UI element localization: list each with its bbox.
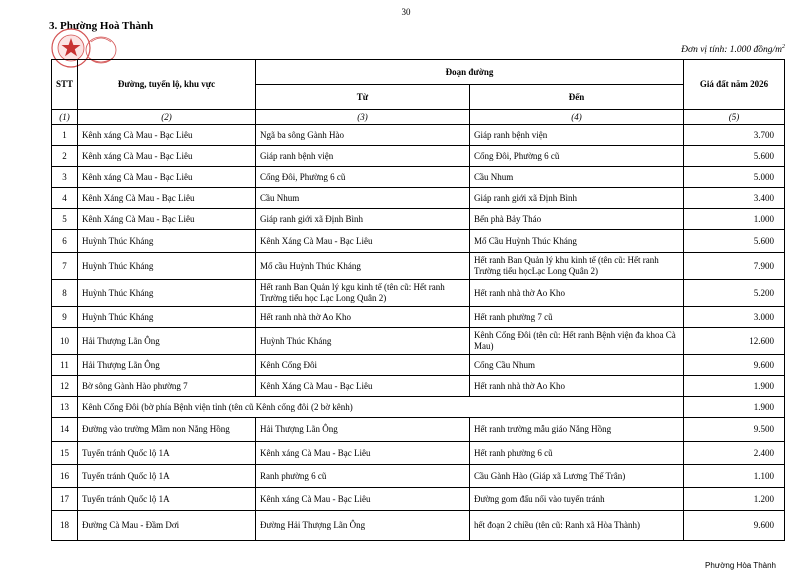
row-from-cell: Cống Đôi, Phường 6 cũ (256, 167, 470, 188)
row-from-cell: Giáp ranh bệnh viện (256, 146, 470, 167)
row-price-cell: 5.000 (684, 167, 785, 188)
row-price-cell: 3.000 (684, 307, 785, 328)
row-from-cell: Đường Hải Thượng Lãn Ông (256, 511, 470, 541)
section-title: 3. Phường Hoà Thành (49, 20, 154, 32)
row-from-cell: Kênh xáng Cà Mau - Bạc Liêu (256, 442, 470, 465)
row-to-cell: Hết ranh nhà thờ Ao Kho (470, 376, 684, 397)
header-to: Đến (470, 85, 684, 110)
row-price-cell: 5.600 (684, 146, 785, 167)
table-row (52, 253, 785, 280)
row-road-cell: Hải Thượng Lãn Ông (78, 355, 256, 376)
row-stt-cell: 16 (52, 465, 78, 488)
row-to-cell: Cống Đôi, Phường 6 cũ (470, 146, 684, 167)
row-stt-cell: 2 (52, 146, 78, 167)
row-from-cell: Kênh Xáng Cà Mau - Bạc Liêu (256, 376, 470, 397)
row-stt-cell: 17 (52, 488, 78, 511)
row-price-cell: 9.600 (684, 355, 785, 376)
row-from-cell: Giáp ranh giới xã Định Bình (256, 209, 470, 230)
footer-ward-name: Phường Hòa Thành (705, 561, 776, 570)
column-number: (4) (470, 110, 684, 125)
row-road-cell: Bờ sông Gành Hào phường 7 (78, 376, 256, 397)
row-to-cell: Kênh Cống Đôi (tên cũ: Hết ranh Bệnh viện đa khoa Cà Mau) (470, 328, 684, 355)
row-to-cell: Hết ranh phường 7 cũ (470, 307, 684, 328)
row-road-cell: Kênh Cống Đôi (bờ phía Bệnh viện tỉnh (tên cũ Kênh cống đôi (2 bờ kênh) (78, 397, 684, 418)
land-price-table (51, 59, 785, 541)
row-road-cell: Huỳnh Thúc Kháng (78, 230, 256, 253)
row-price-cell: 9.500 (684, 418, 785, 442)
table-row (52, 167, 785, 188)
column-number: (3) (256, 110, 470, 125)
row-stt-cell: 9 (52, 307, 78, 328)
row-price-cell: 3.700 (684, 125, 785, 146)
row-price-cell: 2.400 (684, 442, 785, 465)
row-price-cell: 3.400 (684, 188, 785, 209)
table-row (52, 280, 785, 307)
row-price-cell: 1.900 (684, 376, 785, 397)
row-stt-cell: 10 (52, 328, 78, 355)
column-number: (5) (684, 110, 785, 125)
row-from-cell: Kênh Xáng Cà Mau - Bạc Liêu (256, 230, 470, 253)
row-stt-cell: 11 (52, 355, 78, 376)
header-road: Đường, tuyến lộ, khu vực (78, 60, 256, 110)
row-price-cell: 1.900 (684, 397, 785, 418)
row-road-cell: Huỳnh Thúc Kháng (78, 307, 256, 328)
row-road-cell: Kênh xáng Cà Mau - Bạc Liêu (78, 125, 256, 146)
table-row (52, 418, 785, 442)
row-road-cell: Kênh Xáng Cà Mau - Bạc Liêu (78, 209, 256, 230)
row-stt-cell: 3 (52, 167, 78, 188)
table-row (52, 307, 785, 328)
row-price-cell: 1.200 (684, 488, 785, 511)
row-road-cell: Đường vào trường Mầm non Nắng Hồng (78, 418, 256, 442)
unit-note: Đơn vị tính: 1.000 đồng/$m^2$ (681, 44, 785, 56)
header-segment: Đoạn đường (256, 60, 684, 85)
row-stt-cell: 4 (52, 188, 78, 209)
row-road-cell: Kênh xáng Cà Mau - Bạc Liêu (78, 146, 256, 167)
row-road-cell: Kênh Xáng Cà Mau - Bạc Liêu (78, 188, 256, 209)
row-from-cell: Kênh Cống Đôi (256, 355, 470, 376)
row-stt-cell: 8 (52, 280, 78, 307)
row-from-cell: Ranh phường 6 cũ (256, 465, 470, 488)
row-stt-cell: 7 (52, 253, 78, 280)
row-to-cell: Cầu Nhum (470, 167, 684, 188)
row-to-cell: Hết ranh nhà thờ Ao Kho (470, 280, 684, 307)
row-to-cell: Hết ranh trường mẫu giáo Nắng Hồng (470, 418, 684, 442)
row-road-cell: Hải Thượng Lãn Ông (78, 328, 256, 355)
column-number: (2) (78, 110, 256, 125)
row-to-cell: Giáp ranh bệnh viện (470, 125, 684, 146)
row-to-cell: Hết ranh Ban Quản lý khu kinh tế (tên cũ: Hết ranh Trường tiểu họcLạc Long Quân 2) (470, 253, 684, 280)
row-price-cell: 12.600 (684, 328, 785, 355)
row-road-cell: Huỳnh Thúc Kháng (78, 280, 256, 307)
row-stt-cell: 1 (52, 125, 78, 146)
row-stt-cell: 6 (52, 230, 78, 253)
header-price: Giá đất năm 2026 (684, 60, 785, 110)
table-row (52, 397, 785, 418)
row-from-cell: Hải Thượng Lãn Ông (256, 418, 470, 442)
row-from-cell: Kênh xáng Cà Mau - Bạc Liêu (256, 488, 470, 511)
table-row (52, 230, 785, 253)
row-stt-cell: 14 (52, 418, 78, 442)
row-road-cell: Huỳnh Thúc Kháng (78, 253, 256, 280)
row-to-cell: Đường gom đấu nối vào tuyến tránh (470, 488, 684, 511)
row-from-cell: Hết ranh Ban Quản lý kgu kinh tế (tên cũ: Hết ranh Trường tiểu học Lạc Long Quân 2) (256, 280, 470, 307)
page-number: 30 (401, 7, 411, 17)
table-row (52, 355, 785, 376)
row-from-cell: Mố cầu Huỳnh Thúc Kháng (256, 253, 470, 280)
row-price-cell: 7.900 (684, 253, 785, 280)
table-row (52, 442, 785, 465)
row-to-cell: Cống Cầu Nhum (470, 355, 684, 376)
table-body (52, 125, 785, 541)
row-to-cell: Mố Cầu Huỳnh Thúc Kháng (470, 230, 684, 253)
row-stt-cell: 15 (52, 442, 78, 465)
row-to-cell: Giáp ranh giới xã Định Bình (470, 188, 684, 209)
table-row (52, 209, 785, 230)
row-from-cell: Cầu Nhum (256, 188, 470, 209)
row-from-cell: Ngã ba sông Gành Hào (256, 125, 470, 146)
row-road-cell: Tuyến tránh Quốc lộ 1A (78, 488, 256, 511)
row-to-cell: Cầu Gành Hào (Giáp xã Lương Thế Trân) (470, 465, 684, 488)
row-road-cell: Đường Cà Mau - Đầm Dơi (78, 511, 256, 541)
table-row (52, 328, 785, 355)
row-price-cell: 1.000 (684, 209, 785, 230)
row-price-cell: 9.600 (684, 511, 785, 541)
table-row (52, 465, 785, 488)
header-from: Từ (256, 85, 470, 110)
table-row (52, 188, 785, 209)
row-road-cell: Kênh xáng Cà Mau - Bạc Liêu (78, 167, 256, 188)
row-stt-cell: 18 (52, 511, 78, 541)
table-row (52, 125, 785, 146)
table-row (52, 146, 785, 167)
row-from-cell: Huỳnh Thúc Kháng (256, 328, 470, 355)
row-to-cell: Hết ranh phường 6 cũ (470, 442, 684, 465)
header-stt: STT (52, 60, 78, 110)
row-to-cell: hết đoạn 2 chiều (tên cũ: Ranh xã Hòa Thành) (470, 511, 684, 541)
row-stt-cell: 13 (52, 397, 78, 418)
row-stt-cell: 12 (52, 376, 78, 397)
row-price-cell: 5.200 (684, 280, 785, 307)
row-from-cell: Hết ranh nhà thờ Ao Kho (256, 307, 470, 328)
row-stt-cell: 5 (52, 209, 78, 230)
row-price-cell: 5.600 (684, 230, 785, 253)
row-road-cell: Tuyến tránh Quốc lộ 1A (78, 465, 256, 488)
row-price-cell: 1.100 (684, 465, 785, 488)
row-road-cell: Tuyến tránh Quốc lộ 1A (78, 442, 256, 465)
table-row (52, 511, 785, 541)
row-to-cell: Bến phà Bảy Tháo (470, 209, 684, 230)
table-row (52, 488, 785, 511)
table-row (52, 376, 785, 397)
column-number: (1) (52, 110, 78, 125)
